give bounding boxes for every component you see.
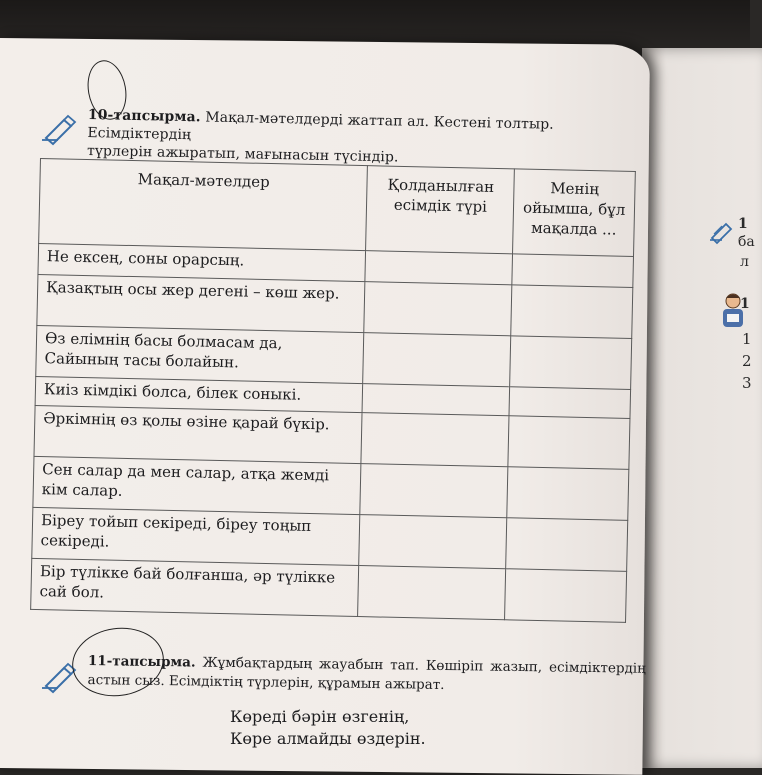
pronoun-type-cell[interactable] xyxy=(365,251,513,285)
proverb-cell: Киіз кімдікі болса, білек соныкі. xyxy=(35,376,363,412)
proverbs-table xyxy=(30,158,636,623)
edge-list-number: 3 xyxy=(742,374,752,392)
task-instruction: түрлерін ажыратып, мағынасын түсіндір. xyxy=(86,142,399,166)
pronoun-type-cell[interactable] xyxy=(361,413,509,467)
opinion-cell[interactable] xyxy=(510,336,632,390)
task-number: 10-тапсырма. xyxy=(87,106,201,126)
edge-list-number: 1 xyxy=(742,330,752,348)
pronoun-type-cell[interactable] xyxy=(359,515,507,569)
column-header-pronoun-type: Қолданылған есімдік түрі xyxy=(366,166,515,254)
edge-text-fragment: ба xyxy=(738,234,755,250)
column-header-proverbs: Мақал-мәтелдер xyxy=(39,159,368,251)
edge-list-number: 2 xyxy=(742,352,752,370)
pencil-notebook-icon xyxy=(708,218,738,244)
opinion-cell[interactable] xyxy=(509,387,630,419)
edge-text-fragment: л xyxy=(740,254,749,270)
riddle-line: Көре алмайды өздерін. xyxy=(230,729,426,748)
opinion-cell[interactable] xyxy=(505,569,627,623)
proverb-cell: Қазақтың осы жер дегені – көш жер. xyxy=(37,274,365,332)
task-number: 11-тапсырма. xyxy=(87,652,196,671)
pronoun-type-cell[interactable] xyxy=(360,464,508,518)
pronoun-type-cell[interactable] xyxy=(358,566,506,620)
opinion-cell[interactable] xyxy=(508,416,630,470)
pronoun-type-cell[interactable] xyxy=(364,282,512,336)
proverb-cell: Өз елімнің басы болмасам да, Сайының тасы болайын. xyxy=(36,325,364,383)
opinion-cell[interactable] xyxy=(512,254,633,288)
proverb-cell: Біреу тойып секіреді, біреу тоңып секіреді. xyxy=(32,507,360,565)
task-11-header xyxy=(87,652,645,698)
edge-task-number: 1 xyxy=(738,216,748,232)
proverb-cell: Сен салар да мен салар, атқа жемді кім салар. xyxy=(33,456,361,514)
pronoun-type-cell[interactable] xyxy=(363,333,511,387)
proverb-cell: Бір түлікке бай болғанша, әр түлікке сай бол. xyxy=(31,558,359,616)
edge-task-number: 1 xyxy=(740,296,750,312)
riddle-line: Көреді бәрін өзгенің, xyxy=(230,707,410,726)
pronoun-type-cell[interactable] xyxy=(362,384,510,416)
riddle-text xyxy=(230,706,530,750)
adjacent-page xyxy=(642,48,762,768)
table-header-row xyxy=(39,159,636,257)
task-instruction: Мақал-мәтелдерді жаттап ал. Кестені толтыр. Есімдіктердің xyxy=(87,109,554,144)
pencil-notebook-icon xyxy=(40,112,80,146)
proverb-cell: Әркімнің өз қолы өзіне қарай бүкір. xyxy=(34,405,362,463)
opinion-cell[interactable] xyxy=(507,467,629,521)
opinion-cell[interactable] xyxy=(511,285,633,339)
opinion-cell[interactable] xyxy=(506,518,628,572)
column-header-my-opinion: Менің ойымша, бұл мақалда ... xyxy=(513,169,635,257)
task-instruction: Жұмбақтардың жауабын тап. Көшіріп жазып, есімдіктердің астын сыз. Есімдіктің түрлерін, құрамын ажырат. xyxy=(87,654,646,693)
proverb-cell: Не ексең, соны орарсың. xyxy=(38,243,366,281)
